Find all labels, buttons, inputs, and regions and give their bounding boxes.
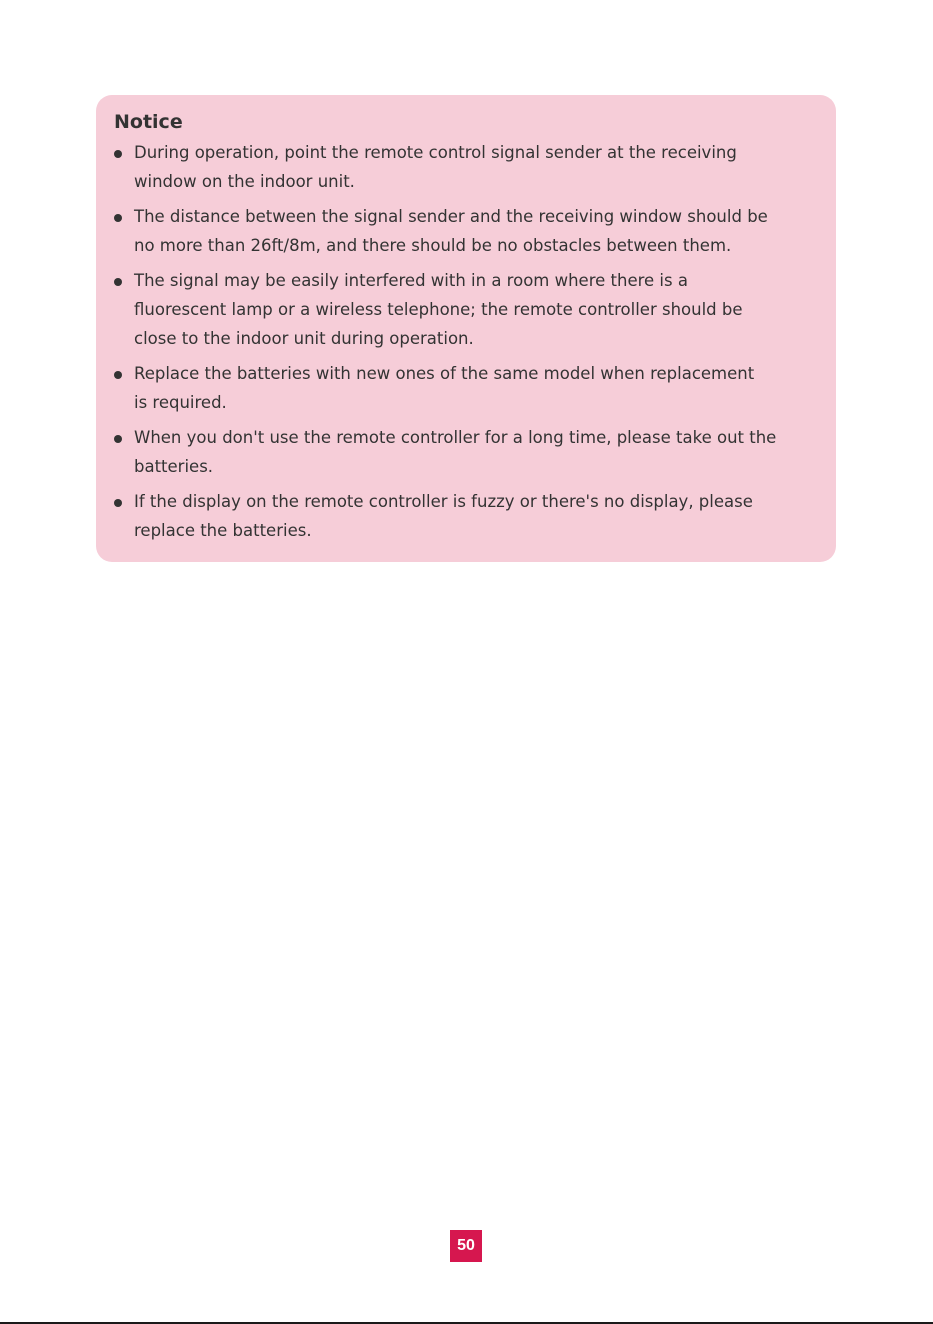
notice-item xyxy=(114,202,818,260)
bullet-icon xyxy=(114,435,122,443)
notice-title: Notice xyxy=(114,111,183,133)
notice-line: During operation, point the remote control signal sender at the receiving xyxy=(134,143,737,162)
notice-line: no more than 26ft/8m, and there should be no obstacles between them. xyxy=(134,236,732,255)
bullet-icon xyxy=(114,278,122,286)
bullet-icon xyxy=(114,371,122,379)
notice-line: Replace the batteries with new ones of the same model when replacement xyxy=(134,364,755,383)
notice-item xyxy=(114,138,818,196)
notice-line: batteries. xyxy=(134,457,214,476)
notice-line: When you don't use the remote controller for a long time, please take out the xyxy=(134,428,777,447)
notice-line: window on the indoor unit. xyxy=(134,172,355,191)
notice-box xyxy=(96,95,836,562)
bullet-icon xyxy=(114,499,122,507)
notice-item xyxy=(114,359,818,417)
notice-line: replace the batteries. xyxy=(134,521,312,540)
page-number: 50 xyxy=(450,1230,482,1262)
notice-item xyxy=(114,423,818,481)
notice-line: The distance between the signal sender and the receiving window should be xyxy=(134,207,768,226)
notice-line: If the display on the remote controller is fuzzy or there's no display, please xyxy=(134,492,753,511)
notice-item xyxy=(114,487,818,545)
bullet-icon xyxy=(114,150,122,158)
notice-line: is required. xyxy=(134,393,227,412)
notice-item xyxy=(114,266,818,353)
notice-line: fluorescent lamp or a wireless telephone; the remote controller should be xyxy=(134,300,743,319)
bullet-icon xyxy=(114,214,122,222)
notice-list xyxy=(114,138,818,545)
notice-line: close to the indoor unit during operation. xyxy=(134,329,474,348)
notice-line: The signal may be easily interfered with in a room where there is a xyxy=(134,271,688,290)
